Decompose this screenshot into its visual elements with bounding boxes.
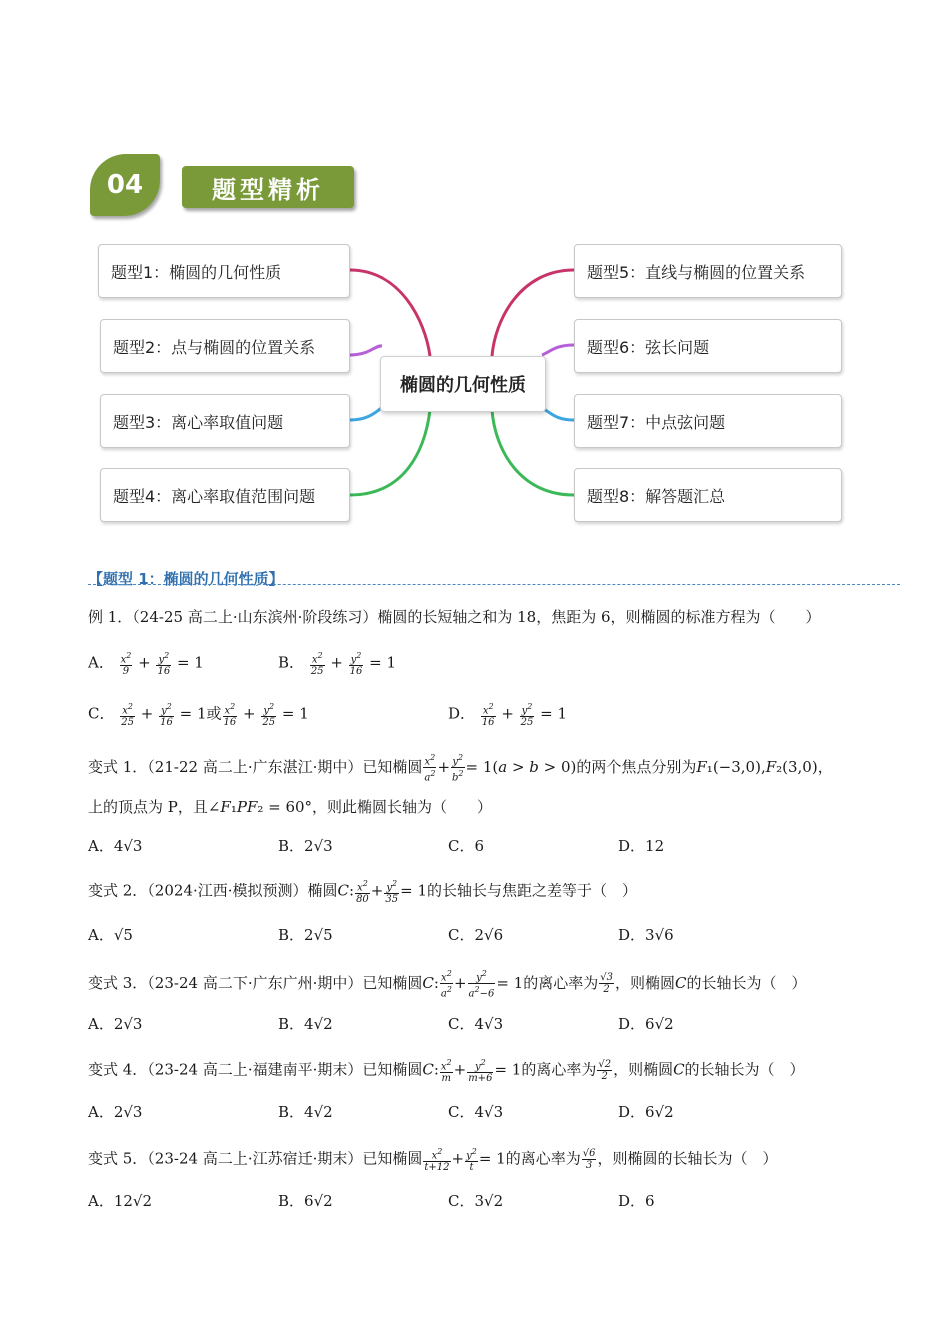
variant-1-option-b: B．2√3: [278, 837, 333, 855]
variant-5-option-b: B．6√2: [278, 1192, 333, 1210]
example-1-option-d: D． $\frac{x^2}{16}$ + $\frac{y^2}{25}$ = 1: [448, 702, 568, 729]
variant-2-option-d: D．3√6: [618, 926, 674, 944]
mindmap-center: 椭圆的几何性质: [380, 356, 546, 412]
variant-3-stem: 变式 3．（23-24 高二下·广东广州·期中）已知椭圆𝐶: $\frac{x^2}{a^2}$ + $\frac{y^2}{a^2-6}$ = 1的离心率为 $\frac{√3}{2}$ ，则椭圆𝐶的长轴长为（ ）: [88, 969, 807, 1000]
example-1-option-b: B． $\frac{x^2}{25}$ + $\frac{y^2}{16}$ = 1: [278, 651, 397, 678]
variant-5-option-d: D．6: [618, 1192, 655, 1210]
example-1-option-c: C． $\frac{x^2}{25}$ + $\frac{y^2}{16}$ = 1或 $\frac{x^2}{16}$ + $\frac{y^2}{25}$ = 1: [88, 702, 309, 729]
variant-3-option-d: D．6√2: [618, 1015, 674, 1033]
example-1-stem: 例 1．（24-25 高二上·山东滨州·阶段练习）椭圆的长短轴之和为 18，焦距为 6，则椭圆的标准方程为（ ）: [88, 608, 821, 626]
mindmap-node-type2: 题型2：点与椭圆的位置关系: [100, 319, 350, 373]
variant-5-stem: 变式 5．（23-24 高二上·江苏宿迁·期末）已知椭圆 $\frac{x^2}{t+12}$ + $\frac{y^2}{t}$ = 1的离心率为 $\frac{√6}{3}$ ，则椭圆的长轴长为（ ）: [88, 1147, 778, 1174]
mindmap-node-type4: 题型4：离心率取值范围问题: [100, 468, 350, 522]
connector-left-1: [350, 270, 430, 356]
mindmap-node-type6: 题型6：弦长问题: [574, 319, 842, 373]
connector-right-4: [492, 410, 574, 495]
variant-4-option-b: B．4√2: [278, 1103, 333, 1121]
variant-4-option-d: D．6√2: [618, 1103, 674, 1121]
connector-left-3: [350, 406, 384, 420]
variant-2-option-c: C．2√6: [448, 926, 504, 944]
variant-5-option-a: A．12√2: [88, 1192, 153, 1210]
variant-2-option-a: A．√5: [88, 926, 133, 944]
variant-5-option-c: C．3√2: [448, 1192, 504, 1210]
mindmap-node-type8: 题型8：解答题汇总: [574, 468, 842, 522]
variant-2-stem: 变式 2．（2024·江西·模拟预测）椭圆𝐶: $\frac{x^2}{80}$ + $\frac{y^2}{35}$ = 1的长轴长与焦距之差等于（ ）: [88, 879, 637, 906]
variant-1-stem: 变式 1．（21-22 高二上·广东湛江·期中）已知椭圆 $\frac{x^2}{a^2}$ + $\frac{y^2}{b^2}$ = 1(𝑎 > 𝑏 > 0)的两个焦点分别为𝐹₁(−3,0),𝐹₂(3,0)，: [88, 753, 833, 784]
mindmap-node-type3: 题型3：离心率取值问题: [100, 394, 350, 448]
connector-right-2: [542, 345, 574, 355]
section-divider: [88, 584, 900, 585]
section-heading: 【题型 1：椭圆的几何性质】: [88, 570, 284, 588]
mindmap-node-type1: 题型1：椭圆的几何性质: [98, 244, 350, 298]
mindmap-node-type5: 题型5：直线与椭圆的位置关系: [574, 244, 842, 298]
variant-1-option-a: A．4√3: [88, 837, 143, 855]
variant-3-option-b: B．4√2: [278, 1015, 333, 1033]
variant-2-option-b: B．2√5: [278, 926, 333, 944]
variant-4-option-a: A．2√3: [88, 1103, 143, 1121]
variant-3-option-a: A．2√3: [88, 1015, 143, 1033]
variant-1-option-c: C．6: [448, 837, 485, 855]
variant-4-option-c: C．4√3: [448, 1103, 504, 1121]
variant-4-stem: 变式 4．（23-24 高二上·福建南平·期末）已知椭圆𝐶: $\frac{x^2}{m}$ + $\frac{y^2}{m+6}$ = 1的离心率为 $\frac{√2}{2}$ ，则椭圆𝐶的长轴长为（ ）: [88, 1058, 805, 1085]
mindmap-node-type7: 题型7：中点弦问题: [574, 394, 842, 448]
connector-left-2: [350, 346, 382, 355]
connector-left-4: [350, 410, 430, 495]
example-1-option-a: A． $\frac{x^2}{9}$ + $\frac{y^2}{16}$ = 1: [88, 651, 204, 678]
connector-right-3: [542, 408, 574, 420]
variant-3-option-c: C．4√3: [448, 1015, 504, 1033]
section-banner-title: 题型精析: [212, 175, 324, 204]
section-number: 04: [106, 170, 144, 200]
variant-1-stem-line2: 上的顶点为 P，且∠𝐹₁𝑃𝐹₂ = 60°，则此椭圆长轴为（ ）: [88, 798, 493, 816]
variant-1-option-d: D．12: [618, 837, 665, 855]
connector-right-1: [492, 270, 574, 356]
